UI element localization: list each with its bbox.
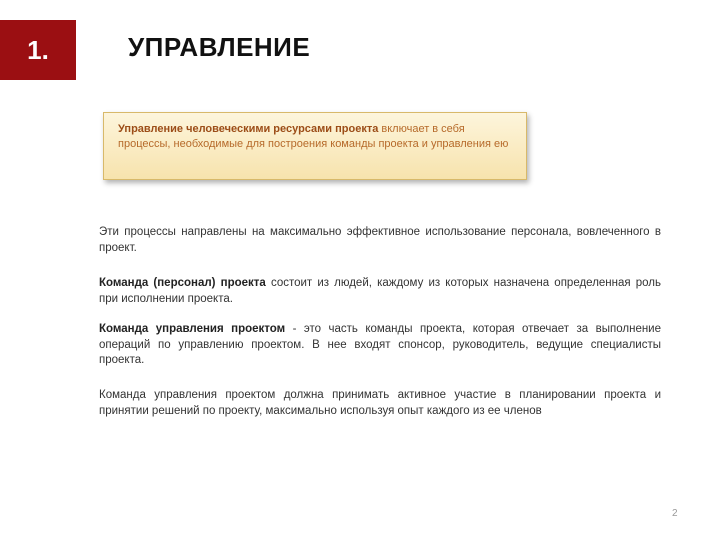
paragraph-project-team-text: состоит из людей, каждому из которых назначена определенная роль при исполнении проекта.: [99, 277, 661, 305]
callout-text: включает в себя процессы, необходимые для построения команды проекта и управления ею: [118, 123, 509, 150]
callout-term: Управление человеческими ресурсами проекта: [118, 123, 379, 135]
section-number-badge: [0, 20, 76, 80]
paragraph-project-team: [99, 276, 661, 307]
paragraph-management-team: [99, 322, 661, 369]
paragraph-project-team-term: Команда (персонал) проекта: [99, 277, 266, 289]
page-title: УПРАВЛЕНИЕ: [128, 32, 311, 62]
page-number: 2: [672, 508, 678, 519]
definition-callout: [103, 112, 527, 180]
paragraph-participation: Команда управления проектом должна принимать активное участие в планировании проекта и принятии решений по проекту, максимально используя опыт каждого из ее членов: [99, 389, 661, 417]
paragraph-management-team-text: - это часть команды проекта, которая отвечает за выполнение операций по управлению проектом. В нее входят спонсор, руководитель, ведущие специалисты проекта.: [99, 323, 662, 366]
paragraph-purpose: Эти процессы направлены на максимально эффективное использование персонала, вовлеченного в проект.: [99, 226, 661, 254]
section-number: 1.: [27, 34, 49, 65]
paragraph-management-team-term: Команда управления проектом: [99, 323, 286, 335]
